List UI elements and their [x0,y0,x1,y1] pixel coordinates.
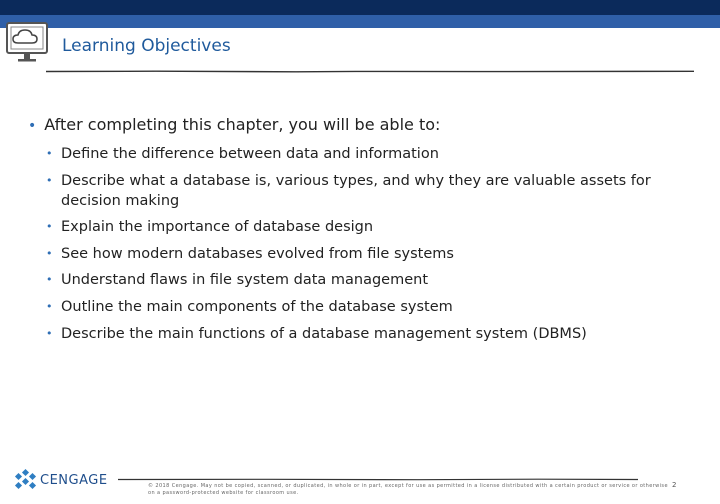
header-band-dark [0,0,720,15]
list-item: • Describe what a database is, various types, and why they are valuable assets for decision making [46,172,651,209]
brand-name: CENGAGE [40,473,108,488]
footer-divider [118,478,638,481]
list-item: • See how modern databases evolved from file systems [46,245,454,262]
list-item: • Define the difference between data and information [46,146,439,162]
cloud-monitor-icon [6,17,58,69]
header-band-light [0,15,720,28]
bullet-icon: • [46,246,53,260]
bullet-icon: • [46,326,53,340]
bullet-icon: • [46,299,53,313]
bullet-icon: • [46,273,53,287]
objectives-list [46,144,666,350]
title-divider [46,70,694,73]
list-item: • Explain the importance of database design [46,219,374,236]
slide-title: Learning Objectives [62,36,231,56]
list-item: • Outline the main components of the database system [46,298,453,315]
page-number: 2 [672,481,677,489]
list-item: • Understand flaws in file system data management [46,272,429,289]
intro-text: After completing this chapter, you will be able to: [44,115,441,134]
copyright-notice: © 2018 Cengage. May not be copied, scanned, or duplicated, in whole or in part, except for use as permitted in a license distributed with a certain product or service or otherwise on a password-protected website for classroom use. [148,483,668,496]
bullet-icon: • [46,173,53,187]
bullet-icon: • [46,147,53,160]
list-item: • Describe the main functions of a database management system (DBMS) [46,325,587,342]
bullet-icon: • [28,118,37,134]
bullet-icon: • [46,220,53,234]
intro-line [28,115,440,134]
